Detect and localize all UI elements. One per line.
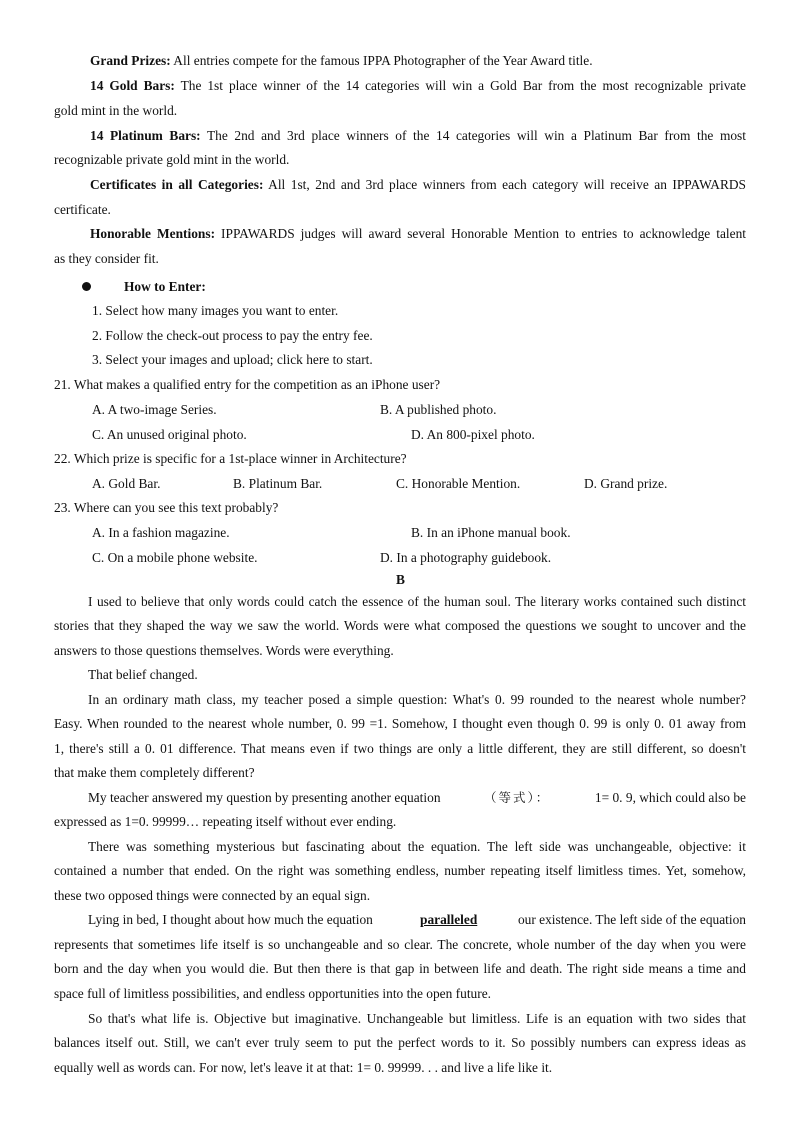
paragraph-line: equally well as words can. For now, let's leave it at that: 1= 0. 99999. . . and live a life like it. [54,1060,553,1075]
paragraph-line: In an ordinary math class, my teacher posed a simple question: What's 0. 99 rounded to the nearest whole number? [88,692,746,707]
question-22-option-c: C. Honorable Mention. [396,476,521,491]
paragraph-line: balances itself out. Still, we can't ever truly seem to put the perfect words to it. So possibly numbers can express ideas as [54,1035,746,1050]
question-22-stem: 22. Which prize is specific for a 1st-place winner in Architecture? [54,451,407,466]
paragraph-line: represents that sometimes life itself is so unchangeable and so clear. The concrete, whole number of the day when you were [54,937,746,952]
how-to-enter-title: How to Enter: [124,279,206,294]
grand-prizes-text: All entries compete for the famous IPPA Photographer of the Year Award title. [170,53,593,68]
paragraph-line: expressed as 1=0. 99999… repeating itself without ever ending. [54,814,397,829]
certificates-label: Certificates in all Categories: [90,177,264,192]
question-23-option-c: C. On a mobile phone website. [92,550,258,565]
question-22-option-b: B. Platinum Bar. [233,476,323,491]
platinum-bars-label: 14 Platinum Bars: [90,128,201,143]
platinum-bars-line-1 [90,127,746,145]
paragraph-line: Easy. When rounded to the nearest whole number, 0. 99 =1. Somehow, I thought even though 0. 99 is only 0. 01 away from [54,716,746,731]
question-22-option-a: A. Gold Bar. [92,476,161,491]
platinum-bars-text: The 2nd and 3rd place winners of the 14 categories will win a Platinum Bar from the most [200,128,746,143]
paragraph-line: stories that they shaped the way we saw the world. Words were what composed the questions we sought to uncover and the [54,618,746,633]
question-23-option-b: B. In an iPhone manual book. [411,525,571,540]
gold-bars-line-2: gold mint in the world. [54,103,178,118]
certificates-line-2: certificate. [54,202,111,217]
paragraph-line: Lying in bed, I thought about how much the equation [88,912,373,927]
bullet-icon [82,282,91,291]
honorable-line-1 [90,225,746,243]
honorable-line-2: as they consider fit. [54,251,159,266]
paragraph-line: born and the day when you would die. But then there is that gap in between life and death. The right side means a time and [54,961,746,976]
question-21-stem: 21. What makes a qualified entry for the competition as an iPhone user? [54,377,441,392]
paragraph-line: 1= 0. 9, which could also be [594,790,746,805]
equation-cjk-note: （等式）： [484,790,551,805]
gold-bars-line-1 [90,77,746,95]
how-to-enter-step: 3. Select your images and upload; click here to start. [92,352,373,367]
paragraph-line: that make them completely different? [54,765,255,780]
platinum-bars-line-2: recognizable private gold mint in the world. [54,152,290,167]
grand-prizes-label: Grand Prizes: [90,53,171,68]
certificates-line-1 [90,176,746,194]
paragraph-line: answers to those questions themselves. Words were everything. [54,643,394,658]
paragraph-line: That belief changed. [88,667,198,682]
how-to-enter-step: 2. Follow the check-out process to pay the entry fee. [92,328,373,343]
gold-bars-label: 14 Gold Bars: [90,78,175,93]
question-22-option-d: D. Grand prize. [584,476,668,491]
section-b-heading: B [396,572,405,587]
paragraph-line: I used to believe that only words could catch the essence of the human soul. The literary works contained such distinct [88,594,746,609]
question-23-option-d: D. In a photography guidebook. [380,550,552,565]
paragraph-line: My teacher answered my question by presenting another equation [88,790,441,805]
paragraph-line: contained a number that ended. On the right was something endless, number repeating itself limitless times. Yet, somehow, [54,863,746,878]
question-21-option-d: D. An 800-pixel photo. [411,427,535,442]
question-21-option-a: A. A two-image Series. [92,402,217,417]
underlined-word-paralleled: paralleled [420,912,478,927]
honorable-text: IPPAWARDS judges will award several Honorable Mention to entries to acknowledge talent [215,226,746,241]
paragraph-line: space full of limitless possibilities, and endless opportunities into the open future. [54,986,491,1001]
question-21-option-b: B. A published photo. [380,402,497,417]
paragraph-line: So that's what life is. Objective but imaginative. Unchangeable but limitless. Life is an equation with two sides that [88,1011,746,1026]
question-21-option-c: C. An unused original photo. [92,427,247,442]
paragraph-line: our existence. The left side of the equation [517,912,746,927]
gold-bars-text: The 1st place winner of the 14 categories will win a Gold Bar from the most recognizable private [174,78,746,93]
paragraph-line: 1, there's still a 0. 01 difference. That means even if two things are only a little different, they are still different, so doesn't [54,741,746,756]
how-to-enter-step: 1. Select how many images you want to enter. [92,303,339,318]
question-23-stem: 23. Where can you see this text probably? [54,500,279,515]
paragraph-line: There was something mysterious but fascinating about the equation. The left side was unchangeable, objective: it [88,839,746,854]
honorable-label: Honorable Mentions: [90,226,216,241]
question-23-option-a: A. In a fashion magazine. [92,525,230,540]
certificates-text: All 1st, 2nd and 3rd place winners from each category will receive an IPPAWARDS [263,177,746,192]
paragraph-line: these two opposed things were connected by an equal sign. [54,888,371,903]
grand-prizes-line [90,52,593,70]
